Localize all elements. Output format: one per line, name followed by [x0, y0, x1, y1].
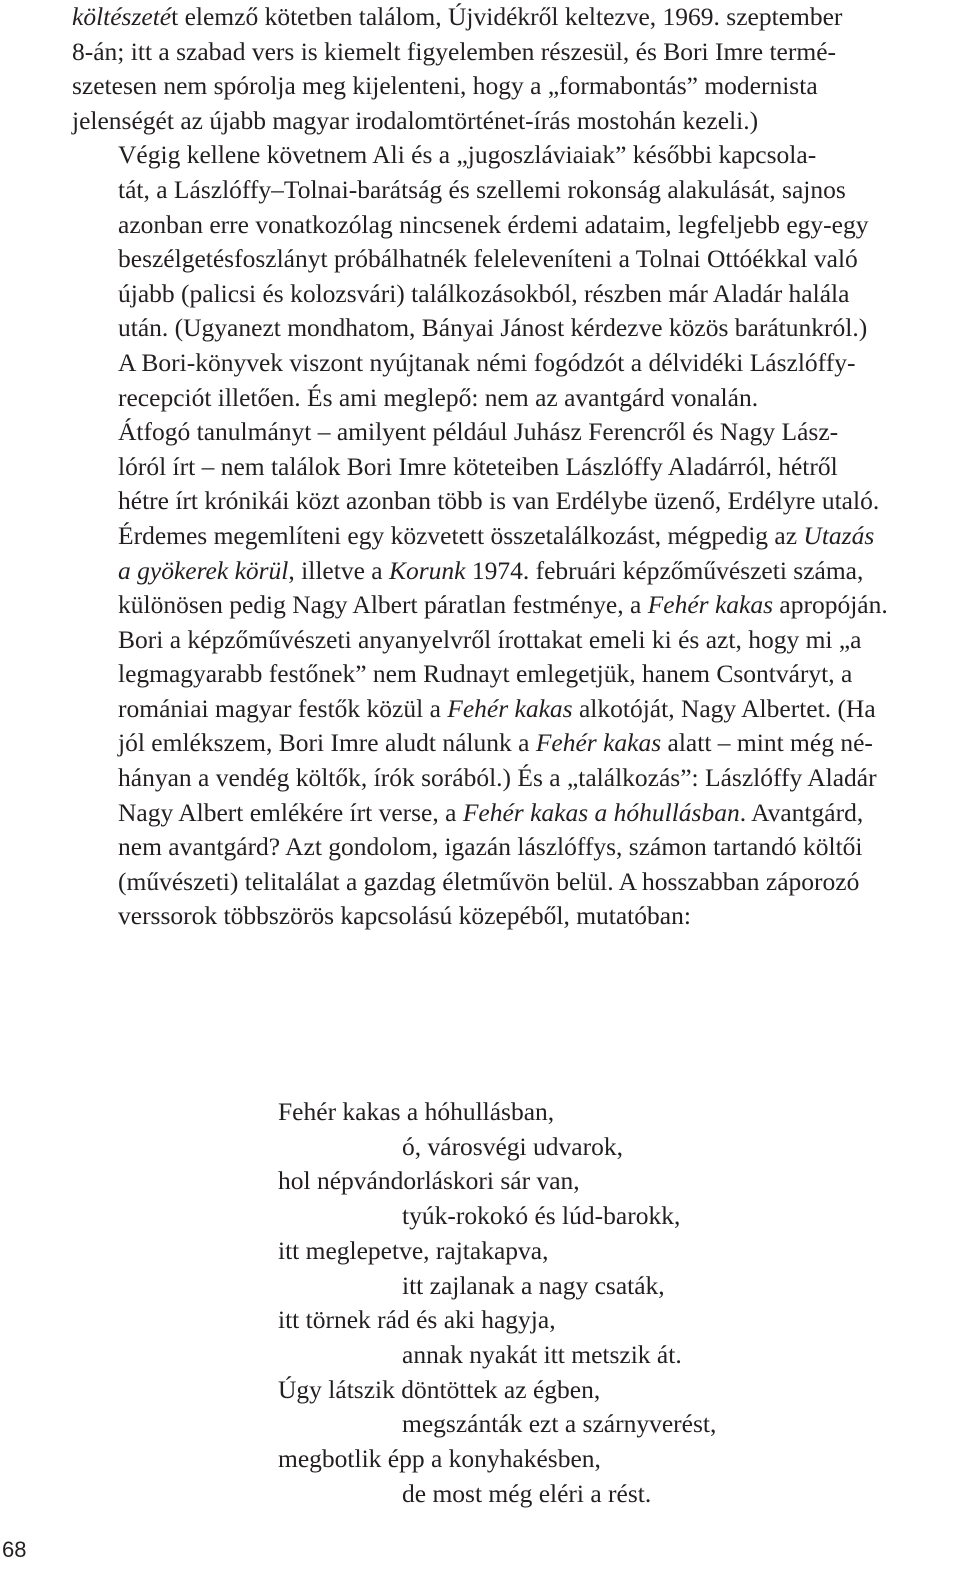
- text-line: [72, 761, 950, 796]
- text-line: [72, 381, 950, 416]
- italic-title: Fehér kakas: [535, 728, 662, 758]
- text-run: recepciót illetően. És ami meglepő: nem az avantgárd vonalán.: [118, 382, 759, 412]
- text-line: [72, 104, 950, 139]
- text-run: hétre írt krónikái közt azonban több is van Erdélybe üzenő, Erdélyre utaló.: [118, 486, 880, 516]
- poem-line: annak nyakát itt metszik át.: [402, 1339, 682, 1369]
- poem-line: Fehér kakas a hóhullásban,: [278, 1097, 555, 1126]
- italic-title: Utazás: [803, 520, 875, 550]
- poem-line: itt meglepetve, rajtakapva,: [278, 1235, 549, 1265]
- poem-line: itt zajlanak a nagy csaták,: [402, 1270, 665, 1300]
- text-run: nem avantgárd? Azt gondolom, igazán lászlóffys, számon tartandó költői: [118, 832, 863, 862]
- text-run: legmagyarabb festőnek” nem Rudnayt emlegetjük, hanem Csontváryt, a: [118, 659, 853, 689]
- italic-title: Fehér kakas: [647, 590, 774, 620]
- text-line: [72, 796, 950, 831]
- text-line: [72, 623, 950, 658]
- text-run: (művészeti) telitalálat a gazdag életművön belül. A hosszabban záporozó: [118, 866, 860, 896]
- prose-body: [72, 0, 950, 934]
- page-number: 68: [2, 1537, 27, 1562]
- italic-title: Fehér kakas a hóhullásban: [462, 797, 740, 827]
- poem-line: ó, városvégi udvarok,: [402, 1131, 623, 1161]
- text-run: tát, a Lászlóffy–Tolnai-barátság és szellemi rokonság alakulását, sajnos: [118, 174, 846, 204]
- text-run: újabb (palicsi és kolozsvári) találkozásokból, részben már Aladár halála: [118, 278, 850, 308]
- poem-line: de most még eléri a rést.: [402, 1478, 652, 1508]
- text-line: [72, 588, 950, 623]
- text-run: jelenségét az újabb magyar irodalomtörténet-írás mostohán kezeli.): [72, 105, 759, 135]
- text-line: [72, 138, 950, 173]
- poem-line: itt törnek rád és aki hagyja,: [278, 1305, 556, 1335]
- text-run: hányan a vendég költők, írók sorából.) És a „találkozás”: Lászlóffy Aladár: [118, 763, 877, 793]
- text-run: Bori a képzőművészeti anyanyelvről írottakat emeli ki és azt, hogy mi „a: [118, 624, 862, 654]
- text-run: , illetve a: [288, 555, 389, 585]
- italic-title: költészeté: [72, 2, 172, 31]
- text-run: apropóján.: [773, 590, 888, 620]
- text-run: Nagy Albert emlékére írt verse, a: [118, 797, 463, 827]
- text-run: szetesen nem spórolja meg kijelenteni, hogy a „formabontás” modernista: [72, 71, 818, 101]
- italic-title: Korunk: [388, 555, 466, 585]
- text-run: romániai magyar festők közül a: [118, 693, 448, 723]
- text-line: [72, 830, 950, 865]
- text-run: alatt – mint még né-: [661, 728, 873, 758]
- text-line: [72, 173, 950, 208]
- text-line: [72, 277, 950, 312]
- text-run: 1974. februári képzőművészeti száma,: [465, 555, 864, 585]
- poem-line: hol népvándorláskori sár van,: [278, 1166, 580, 1196]
- text-run: t elemző kötetben találom, Újvidékről keltezve, 1969. szeptember: [171, 2, 843, 31]
- text-line: [72, 346, 950, 381]
- poem-line: Úgy látszik döntöttek az égben,: [278, 1374, 601, 1404]
- italic-title: a gyökerek körül: [118, 555, 289, 585]
- text-run: jól emlékszem, Bori Imre aludt nálunk a: [118, 728, 536, 758]
- italic-title: Fehér kakas: [447, 693, 573, 723]
- text-run: Érdemes megemlíteni egy közvetett összetalálkozást, mégpedig az: [118, 520, 804, 550]
- text-run: után. (Ugyanezt mondhatom, Bányai Jánost kérdezve közös barátunkról.): [118, 313, 868, 343]
- poem-excerpt: [278, 1095, 716, 1511]
- text-run: különösen pedig Nagy Albert páratlan festménye, a: [118, 590, 648, 620]
- text-line: [72, 657, 950, 692]
- text-line: [72, 450, 950, 485]
- text-run: azonban erre vonatkozólag nincsenek érdemi adataim, legfeljebb egy-egy: [118, 209, 869, 239]
- text-run: Végig kellene követnem Ali és a „jugoszláviaiak” későbbi kapcsola-: [118, 140, 817, 170]
- text-line: [72, 692, 950, 727]
- poem-line: megszánták ezt a szárnyverést,: [402, 1409, 717, 1439]
- text-run: A Bori-könyvek viszont nyújtanak némi fogódzót a délvidéki Lászlóffy-: [118, 347, 856, 377]
- text-run: lóról írt – nem találok Bori Imre köteteiben Lászlóffy Aladárról, hétről: [118, 451, 838, 481]
- text-run: beszélgetésfoszlányt próbálhatnék feleleveníteni a Tolnai Ottóékkal való: [118, 244, 858, 274]
- text-run: Átfogó tanulmányt – amilyent például Juhász Ferencről és Nagy Lász-: [118, 417, 839, 447]
- text-line: [72, 0, 950, 35]
- text-line: [72, 311, 950, 346]
- text-line: [72, 554, 950, 589]
- text-run: verssorok többszörös kapcsolású közepéből, mutatóban:: [118, 901, 691, 931]
- text-line: [72, 35, 950, 70]
- text-line: [72, 415, 950, 450]
- text-line: [72, 208, 950, 243]
- poem-line: tyúk-rokokó és lúd-barokk,: [402, 1201, 681, 1231]
- text-line: [72, 519, 950, 554]
- text-run: . Avantgárd,: [739, 797, 864, 827]
- text-line: [72, 484, 950, 519]
- paragraph: [72, 0, 950, 138]
- text-line: [72, 726, 950, 761]
- text-line: [72, 69, 950, 104]
- text-run: alkotóját, Nagy Albertet. (Ha: [572, 693, 876, 723]
- text-line: [72, 865, 950, 900]
- text-line: [72, 899, 950, 934]
- paragraph: [72, 415, 950, 934]
- poem-line: megbotlik épp a konyhakésben,: [278, 1444, 601, 1474]
- paragraph: [72, 138, 950, 415]
- text-line: [72, 242, 950, 277]
- text-run: 8-án; itt a szabad vers is kiemelt figyelemben részesül, és Bori Imre termé-: [72, 36, 837, 66]
